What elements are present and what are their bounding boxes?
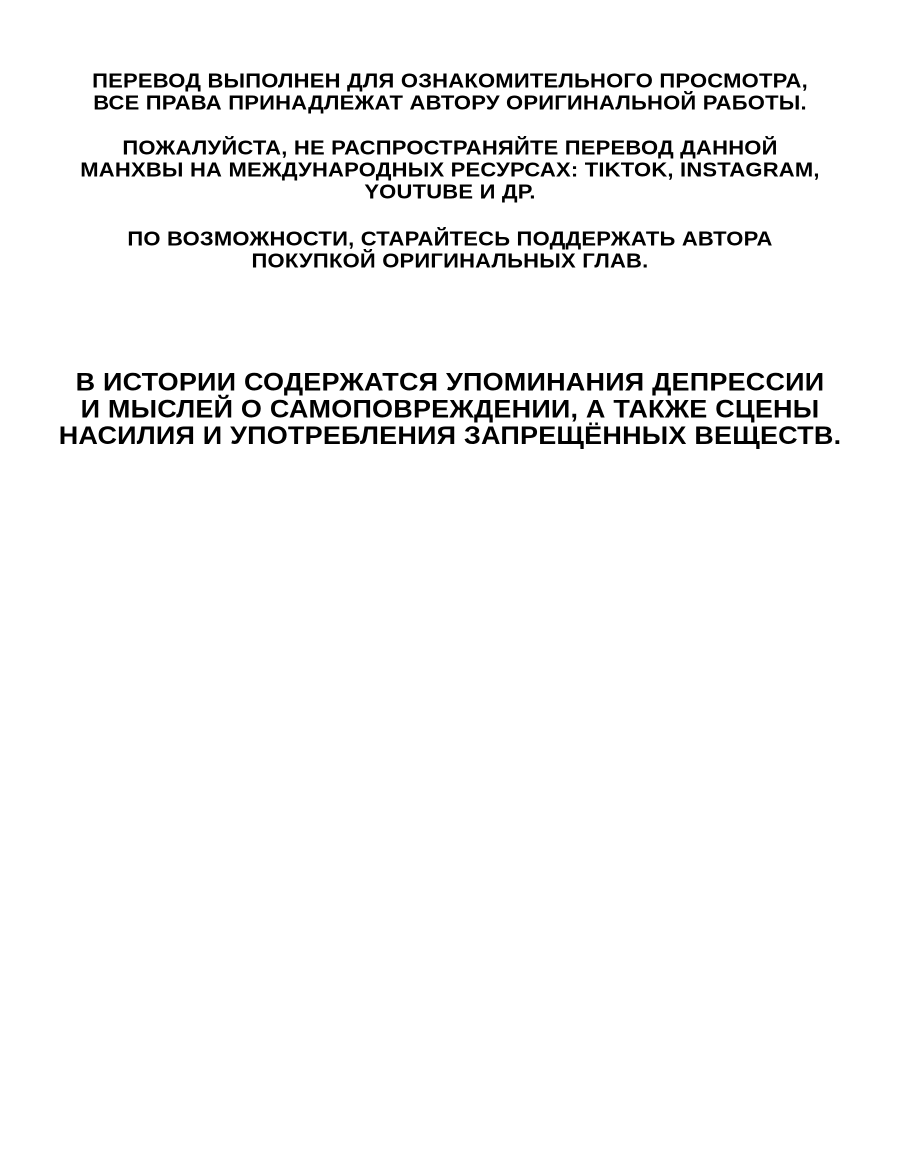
content-warning [0, 369, 900, 449]
notice-paragraph-support [0, 228, 900, 272]
notice-paragraph-distribution [0, 137, 900, 203]
notice-paragraph-rights [0, 70, 900, 114]
notice-line: ВСЕ ПРАВА ПРИНАДЛЕЖАТ АВТОРУ ОРИГИНАЛЬНОЙ РАБОТЫ. [93, 91, 807, 115]
notice-line: ПОЖАЛУЙСТА, НЕ РАСПРОСТРАНЯЙТЕ ПЕРЕВОД ДАННОЙ [122, 135, 778, 159]
notice-line: ПЕРЕВОД ВЫПОЛНЕН ДЛЯ ОЗНАКОМИТЕЛЬНОГО ПРОСМОТРА, [92, 69, 808, 92]
notice-line: ПО ВОЗМОЖНОСТИ, СТАРАЙТЕСЬ ПОДДЕРЖАТЬ АВТОРА [127, 227, 773, 250]
notice-line: МАНХВЫ НА МЕЖДУНАРОДНЫХ РЕСУРСАХ: TIKTOK, INSTAGRAM, [80, 158, 820, 182]
warning-line: В ИСТОРИИ СОДЕРЖАТСЯ УПОМИНАНИЯ ДЕПРЕССИИ [75, 368, 825, 397]
warning-line: И МЫСЛЕЙ О САМОПОВРЕЖДЕНИИ, А ТАКЖЕ СЦЕНЫ [80, 395, 820, 423]
notice-line: YOUTUBE И ДР. [364, 180, 536, 204]
notice-line: ПОКУПКОЙ ОРИГИНАЛЬНЫХ ГЛАВ. [251, 249, 649, 273]
warning-line: НАСИЛИЯ И УПОТРЕБЛЕНИЯ ЗАПРЕЩЁННЫХ ВЕЩЕСТВ. [58, 421, 842, 450]
